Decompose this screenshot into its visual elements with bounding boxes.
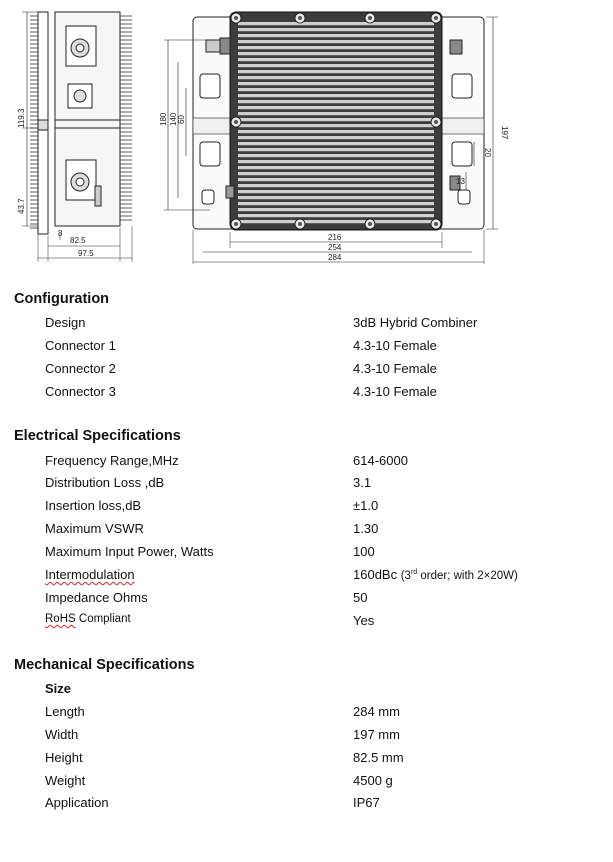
technical-drawing [0, 0, 613, 275]
config-value-connector-2: 4.3-10 Female [353, 361, 437, 376]
dim-front-197: 197 [500, 126, 509, 140]
elec-label-rohs [45, 613, 131, 625]
dim-front-180: 180 [159, 112, 168, 126]
elec-value-vswr: 1.30 [353, 521, 379, 536]
mech-label-weight: Weight [45, 773, 86, 788]
elec-label-impedance: Impedance Ohms [45, 590, 148, 605]
side-view [22, 12, 132, 262]
intermod-note-sup: rd [410, 569, 418, 577]
config-value-design: 3dB Hybrid Combiner [353, 315, 478, 330]
rohs-label-prefix: RoHS [45, 613, 76, 625]
mechanical-heading: Mechanical Specifications [14, 657, 195, 673]
intermod-note-prefix: (3 [400, 570, 411, 582]
elec-value-insertion-loss: ±1.0 [353, 498, 379, 513]
dim-side-depth-2: 97.5 [78, 249, 94, 258]
config-label-connector-3: Connector 3 [45, 384, 116, 399]
config-value-connector-1: 4.3-10 Female [353, 338, 437, 353]
elec-value-input-power: 100 [353, 544, 375, 559]
dim-side-small: 8 [58, 229, 63, 238]
config-value-connector-3: 4.3-10 Female [353, 384, 437, 399]
front-view [164, 12, 498, 264]
intermod-label-text: Intermodulation [45, 567, 135, 582]
mech-value-application: IP67 [353, 795, 380, 810]
elec-label-input-power: Maximum Input Power, Watts [45, 544, 214, 559]
dim-front-140: 140 [169, 112, 178, 126]
rohs-label-suffix: Compliant [75, 613, 131, 625]
elec-value-frequency: 614-6000 [353, 453, 408, 468]
intermod-note-suffix: order; with 2×20W) [417, 570, 518, 582]
mech-label-length: Length [45, 704, 85, 719]
mech-value-weight: 4500 g [353, 773, 393, 788]
dim-front-254: 254 [328, 243, 342, 252]
mech-label-application: Application [45, 795, 109, 810]
dim-front-284: 284 [328, 253, 342, 262]
elec-value-distribution-loss: 3.1 [353, 475, 372, 490]
dim-side-depth-1: 82.5 [70, 236, 86, 245]
mech-value-height: 82.5 mm [353, 750, 404, 765]
dim-side-height-1: 119.3 [17, 108, 26, 128]
elec-label-vswr: Maximum VSWR [45, 521, 144, 536]
dim-front-13: 13 [456, 177, 465, 186]
mech-value-length: 284 mm [353, 704, 400, 719]
electrical-heading: Electrical Specifications [14, 428, 181, 444]
elec-label-insertion-loss: Insertion loss,dB [45, 498, 142, 513]
elec-value-impedance: 50 [353, 590, 368, 605]
config-label-design: Design [45, 315, 86, 330]
config-label-connector-1: Connector 1 [45, 338, 116, 353]
elec-value-intermodulation [353, 567, 518, 582]
dim-front-216: 216 [328, 233, 342, 242]
dim-side-height-2: 43.7 [17, 198, 26, 214]
mech-label-height: Height [45, 750, 83, 765]
config-label-connector-2: Connector 2 [45, 361, 116, 376]
dim-front-20: 20 [483, 148, 492, 157]
mech-value-width: 197 mm [353, 727, 400, 742]
elec-label-intermodulation [45, 567, 135, 582]
configuration-heading: Configuration [14, 291, 110, 307]
elec-label-frequency: Frequency Range,MHz [45, 453, 179, 468]
dim-front-60: 60 [177, 115, 186, 124]
mech-size-label: Size [45, 681, 72, 696]
intermod-note [401, 570, 518, 582]
intermod-value: 160dBc [353, 567, 398, 582]
elec-label-distribution-loss: Distribution Loss ,dB [45, 475, 165, 490]
mech-label-width: Width [45, 727, 79, 742]
elec-value-rohs: Yes [353, 613, 375, 628]
